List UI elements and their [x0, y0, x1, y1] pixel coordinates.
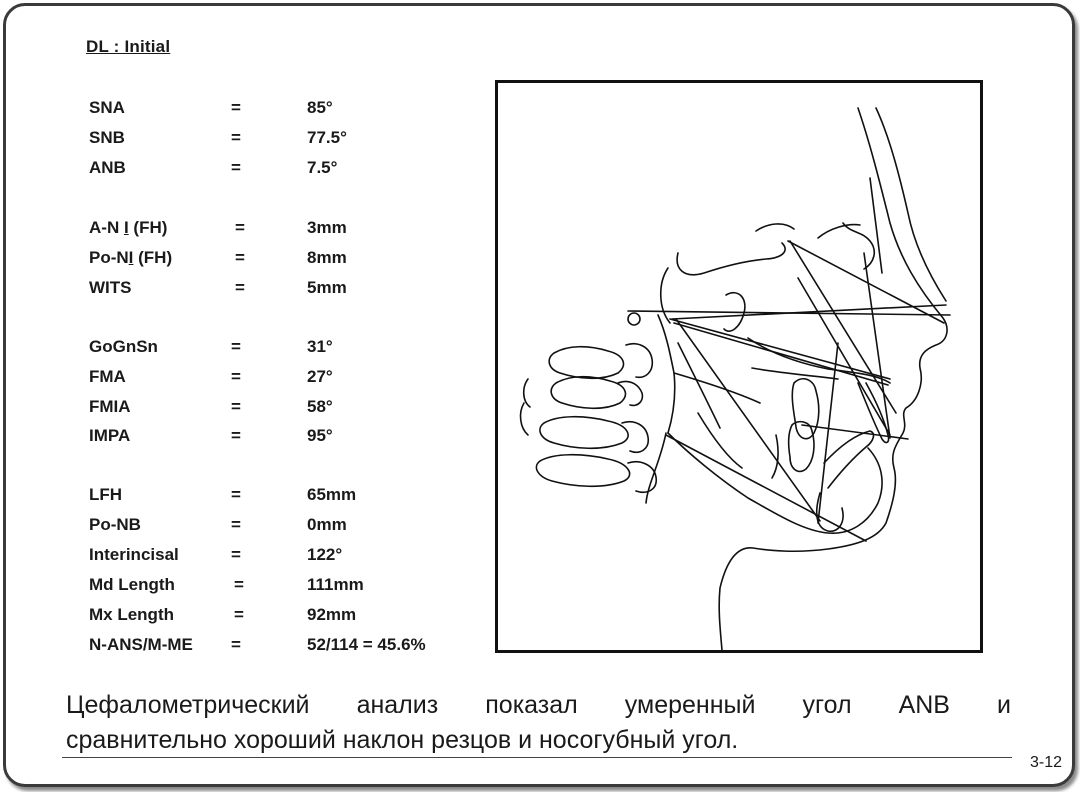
equals-sign: = [235, 248, 245, 267]
measurement-value: 5mm [307, 278, 347, 297]
caption-line-1: Цефалометрический анализ показал умеренный угол ANB и [66, 691, 1011, 719]
measurement-value: 77.5° [307, 128, 347, 147]
equals-sign: = [231, 337, 241, 356]
measurement-label: SNB [89, 128, 125, 147]
measurement-label: Po-NI (FH) [89, 248, 173, 267]
equals-sign: = [231, 158, 241, 177]
measurement-value: 85° [307, 98, 333, 117]
measurement-value: 31° [307, 337, 333, 356]
page-number: 3-12 [1024, 754, 1062, 772]
equals-sign: = [231, 367, 241, 386]
measurement-value: 0mm [307, 515, 347, 534]
equals-sign: = [231, 426, 241, 445]
equals-sign: = [231, 98, 241, 117]
measurement-label: Interincisal [89, 545, 179, 564]
equals-sign: = [231, 485, 241, 504]
measurement-label: A-N I (FH) [89, 218, 168, 237]
measurement-label: FMA [89, 367, 126, 386]
equals-sign: = [234, 575, 244, 594]
measurement-value: 111mm [307, 575, 364, 594]
equals-sign: = [235, 278, 245, 297]
measurement-label: WITS [89, 278, 132, 297]
cephalometric-tracing-image [495, 80, 983, 653]
equals-sign: = [231, 515, 241, 534]
measurement-value: 52/114 = 45.6% [307, 635, 426, 654]
measurement-value: 58° [307, 397, 333, 416]
measurement-value: 8mm [307, 248, 347, 267]
measurement-value: 27° [307, 367, 333, 386]
measurement-label: Po-NB [89, 515, 141, 534]
equals-sign: = [231, 128, 241, 147]
equals-sign: = [231, 635, 241, 654]
footer-divider [62, 757, 1012, 758]
measurement-value: 7.5° [307, 158, 338, 177]
measurement-value: 92mm [307, 605, 357, 624]
equals-sign: = [231, 397, 241, 416]
slide-caption [66, 688, 1011, 758]
equals-sign: = [235, 218, 245, 237]
caption-line-2: сравнительно хороший наклон резцов и носогубный угол. [66, 726, 739, 754]
equals-sign: = [231, 545, 241, 564]
measurement-label: SNA [89, 98, 125, 117]
measurement-label: IMPA [89, 426, 131, 445]
measurement-value: 95° [307, 426, 333, 445]
measurement-value: 65mm [307, 485, 357, 504]
measurement-label: Md Length [89, 575, 175, 594]
equals-sign: = [234, 605, 244, 624]
measurement-label: Mx Length [89, 605, 174, 624]
document-title: DL : Initial [86, 37, 171, 56]
measurement-label: GoGnSn [89, 337, 158, 356]
measurement-value: 122° [307, 545, 343, 564]
measurement-label: ANB [89, 158, 126, 177]
measurement-label: FMIA [89, 397, 131, 416]
measurement-label: N-ANS/M-ME [89, 635, 193, 654]
measurement-label: LFH [89, 485, 123, 504]
measurement-value: 3mm [307, 218, 347, 237]
